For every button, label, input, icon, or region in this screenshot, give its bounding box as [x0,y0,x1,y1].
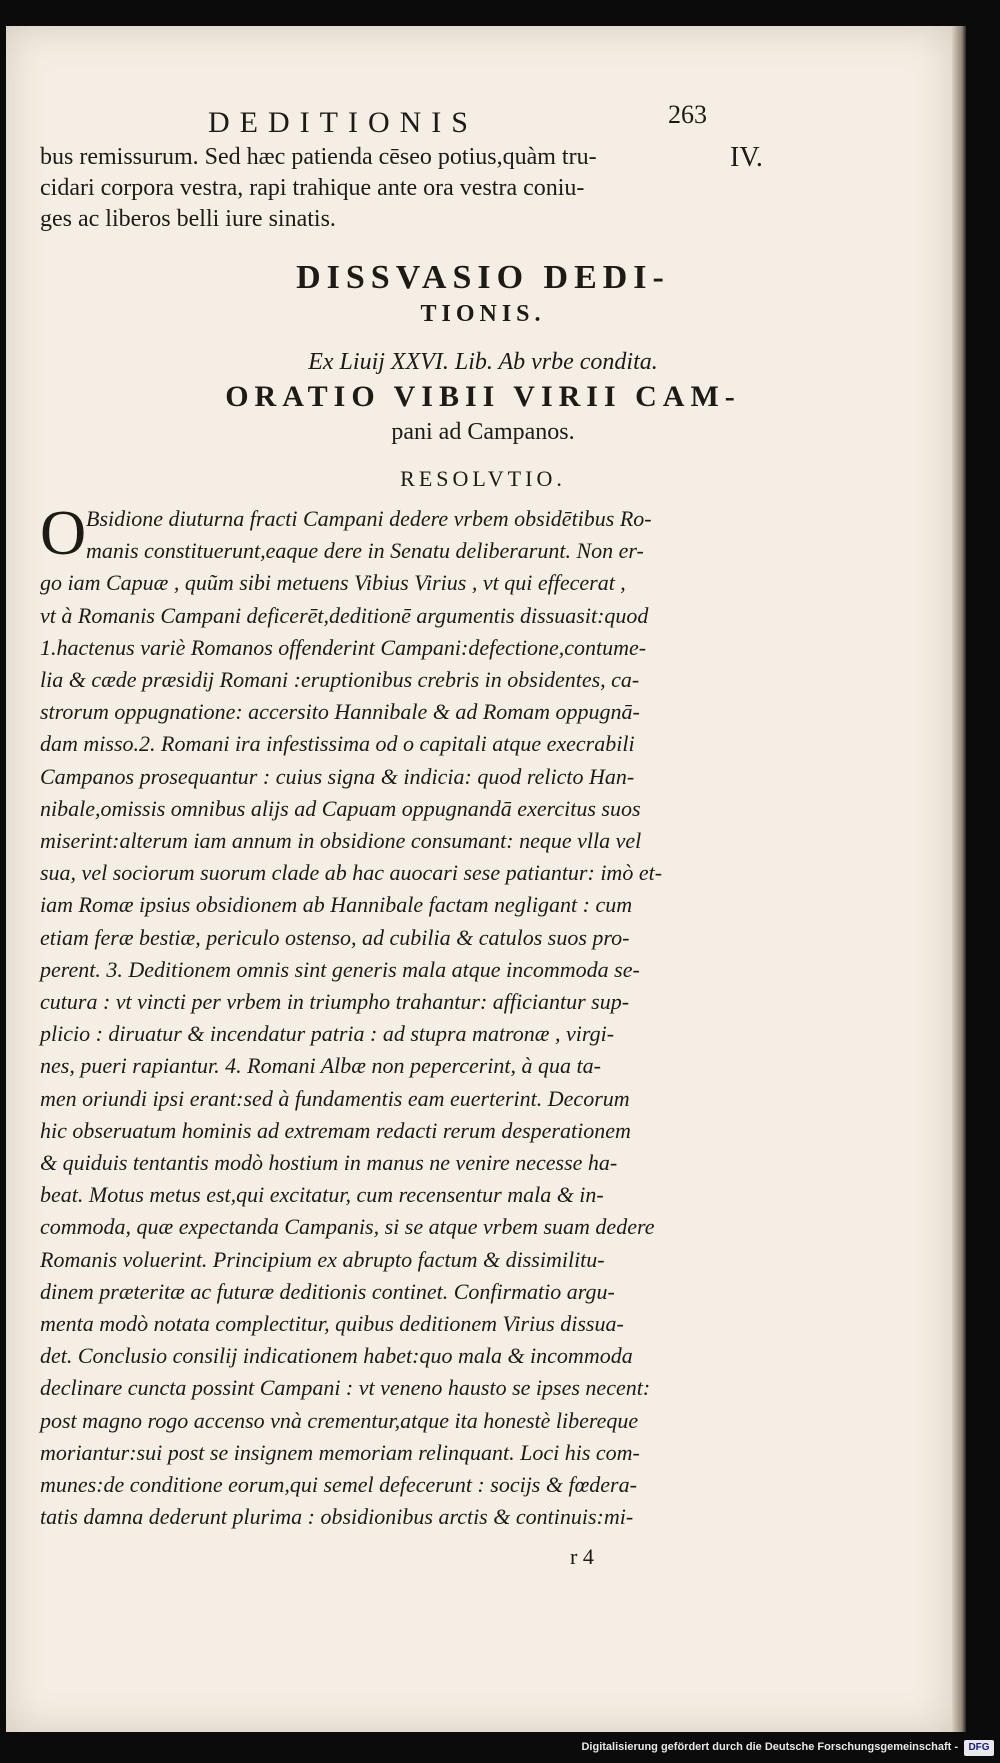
text-line: men oriundi ipsi erant:sed à fundamentis eam euerterint. Decorum [40,1085,630,1111]
text-line: go iam Capuæ , quũm sibi metuens Vibius Virius , vt qui effecerat , [40,570,626,596]
text-line: dam misso.2. Romani ira infestissima od o capitali atque execrabili [40,731,635,757]
footer-band [0,1736,1000,1763]
text-line: nes, pueri rapiantur. 4. Romani Albæ non pepercerint, à qua ta- [40,1053,601,1079]
text-line: declinare cuncta possint Campani : vt veneno hausto se ipses necent: [40,1375,651,1401]
drop-cap: O [40,497,87,568]
text-line: plicio : diruatur & incendatur patria : ad stupra matronæ , virgi- [40,1021,615,1047]
text-line: Campanos prosequantur : cuius signa & indicia: quod relicto Han- [40,763,635,789]
page-edge [952,26,966,1732]
signature-mark: r 4 [570,1543,594,1569]
text-line: cutura : vt vincti per vrbem in triumpho trahantur: afficiantur sup- [40,989,630,1015]
resolutio-heading: RESOLVTIO. [400,466,566,491]
text-line: moriantur:sui post se insignem memoriam relinquant. Loci his com- [40,1439,640,1465]
text-line: & quiduis tentantis modò hostium in manus ne venire necesse ha- [40,1150,618,1176]
text-line: post magno rogo accenso vnà crementur,atque ita honestè libereque [40,1407,639,1433]
section-title-continued: TIONIS. [420,301,546,327]
text-block [40,86,926,1572]
source-citation: Ex Liuij XXVI. Lib. Ab vrbe condita. [308,349,658,375]
intro-line: cidari corpora vestra, rapi trahique ante ora vestra coniu- [40,175,585,201]
text-line: perent. 3. Deditionem omnis sint generis mala atque incommoda se- [40,956,640,982]
section-title: DISSVASIO DEDI- [296,259,670,296]
text-line: tatis damna dederunt plurima : obsidionibus arctis & continuis:mi- [40,1504,634,1530]
text-line: hic obseruatum hominis ad extremam redacti rerum desperationem [40,1117,631,1143]
digitization-credit: Digitalisierung gefördert durch die Deutsche Forschungsgemeinschaft - [581,1741,958,1753]
text-line: Romanis voluerint. Principium ex abrupto factum & dissimilitu- [40,1246,605,1272]
text-line: lia & cæde præsidij Romani :eruptionibus crebris in obsidentes, ca- [40,667,640,693]
text-line: beat. Motus metus est,qui excitatur, cum recensentur mala & in- [40,1182,604,1208]
page-number: 263 [668,100,707,129]
oration-subtitle: pani ad Campanos. [391,419,575,445]
text-line: det. Conclusio consilij indicationem habet:quo mala & incommoda [40,1343,633,1369]
text-line: menta modò notata complectitur, quibus deditionem Virius dissua- [40,1311,624,1337]
book-page [6,26,952,1732]
dfg-logo: DFG [964,1740,994,1756]
intro-paragraph [40,142,926,235]
text-line: munes:de conditione eorum,qui semel defecerunt : socijs & fœdera- [40,1472,637,1498]
text-line: vt à Romanis Campani deficerēt,deditionē argumentis dissuasit:quod [40,602,649,628]
resolutio-paragraph [40,497,926,1534]
text-line: strorum oppugnatione: accersito Hannibale & ad Romam oppugnā- [40,699,640,725]
book-marker: IV. [730,142,763,173]
text-line: miserint:alterum iam annum in obsidione consumant: neque vlla vel [40,828,642,854]
text-line: etiam feræ bestiæ, periculo ostenso, ad cubilia & catulos suos pro- [40,924,630,950]
text-line: sua, vel sociorum suorum clade ab hac auocari sese patiantur: imò et- [40,860,663,886]
text-line: commoda, quæ expectanda Campanis, si se atque vrbem suam dedere [40,1214,655,1240]
intro-line: bus remissurum. Sed hæc patienda cēseo potius,quàm tru- [40,144,597,170]
text-line: manis constituerunt,eaque dere in Senatu deliberarunt. Non er- [86,538,644,564]
text-line: nibale,omissis omnibus alijs ad Capuam oppugnandā exercitus suos [40,795,641,821]
running-head [40,86,926,142]
intro-line: ges ac liberos belli iure sinatis. [40,206,336,232]
text-line: 1.hactenus variè Romanos offenderint Campani:defectione,contume- [40,634,647,660]
oration-title: ORATIO VIBII VIRII CAM- [225,380,741,413]
text-line: dinem præteritæ ac futuræ deditionis continet. Confirmatio argu- [40,1278,615,1304]
running-title: DEDITIONIS [208,106,478,139]
text-line: iam Romæ ipsius obsidionem ab Hannibale factam negligant : cum [40,892,633,918]
text-line: Bsidione diuturna fracti Campani dedere vrbem obsidētibus Ro- [86,506,652,531]
